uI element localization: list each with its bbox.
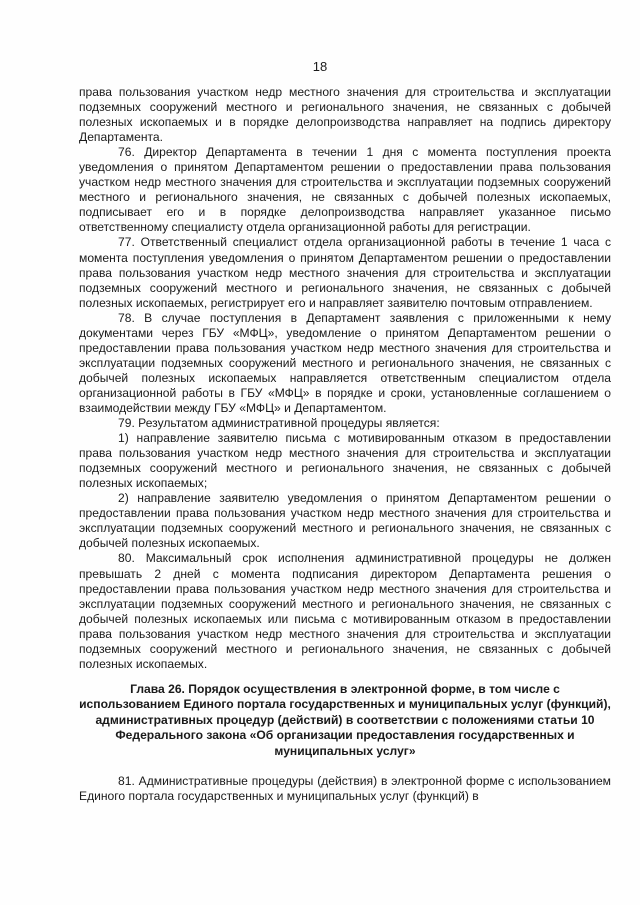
result-item-2: 2) направление заявителю уведомления о принятом Департаментом решении о предоставлении права пользования участком недр местного значения для строительства и эксплуатации подземных сооружений местного и регионального значения, не связанных с добычей полезных ископаемых.	[79, 491, 611, 551]
paragraph-continuation: права пользования участком недр местного значения для строительства и эксплуатации подземных сооружений местного и регионального значения, не связанных с добычей полезных ископаемых и в порядке делопроизводства направляет на подпись директору Департамента.	[79, 85, 611, 145]
page-number: 18	[312, 59, 328, 74]
paragraph-80: 80. Максимальный срок исполнения административной процедуры не должен превышать 2 дней с момента подписания директором Департамента решения о предоставлении права пользования участком недр местного значения для строительства и эксплуатации подземных сооружений местного и регионального значения, не связанных с добычей полезных ископаемых или письма с мотивированным отказом в предоставлении права пользования участком недр местного значения для строительства и эксплуатации подземных сооружений местного и регионального значения, не связанных с добычей полезных ископаемых.	[79, 551, 611, 671]
paragraph-79: 79. Результатом административной процедуры является:	[118, 416, 440, 431]
paragraph-76: 76. Директор Департамента в течении 1 дня с момента поступления проекта уведомления о принятом Департаментом решении о предоставлении права пользования участком недр местного значения для строительства и эксплуатации подземных сооружений местного и регионального значения, не связанных с добычей полезных ископаемых, подписывает его и в порядке делопроизводства направляет указанное письмо ответственному специалисту отдела организационной работы для регистрации.	[79, 145, 611, 235]
paragraph-78: 78. В случае поступления в Департамент заявления с приложенными к нему документами через ГБУ «МФЦ», уведомление о принятом Департаментом решении о предоставлении права пользования участком недр местного значения для строительства и эксплуатации подземных сооружений местного и регионального значения, не связанных с добычей полезных ископаемых направляется ответственным специалистом отдела организационной работы в ГБУ «МФЦ» в порядке и сроки, установленные соглашением о взаимодействии между ГБУ «МФЦ» и Департаментом.	[79, 310, 611, 415]
paragraph-81: 81. Административные процедуры (действия) в электронной форме с использованием Единого портала государственных и муниципальных услуг (функций) в	[79, 774, 611, 804]
document-body	[79, 85, 611, 804]
paragraph-77: 77. Ответственный специалист отдела организационной работы в течение 1 часа с момента поступления уведомления о принятом Департаментом решении о предоставлении права пользования участком недр местного значения для строительства и эксплуатации подземных сооружений местного и регионального значения, не связанных с добычей полезных ископаемых, регистрирует его и направляет заявителю почтовым отправлением.	[79, 235, 611, 310]
result-item-1: 1) направление заявителю письма с мотивированным отказом в предоставлении права пользования участком недр местного значения для строительства и эксплуатации подземных сооружений местного и регионального значения, не связанных с добычей полезных ископаемых;	[79, 431, 611, 491]
chapter-heading: Глава 26. Порядок осуществления в электронной форме, в том числе с использованием Единого портала государственных и муниципальных услуг (функций), административных процедур (действий) в соответствии с положениями статьи 10 Федерального закона «Об организации предоставления государственных и муниципальных услуг»	[79, 681, 611, 758]
